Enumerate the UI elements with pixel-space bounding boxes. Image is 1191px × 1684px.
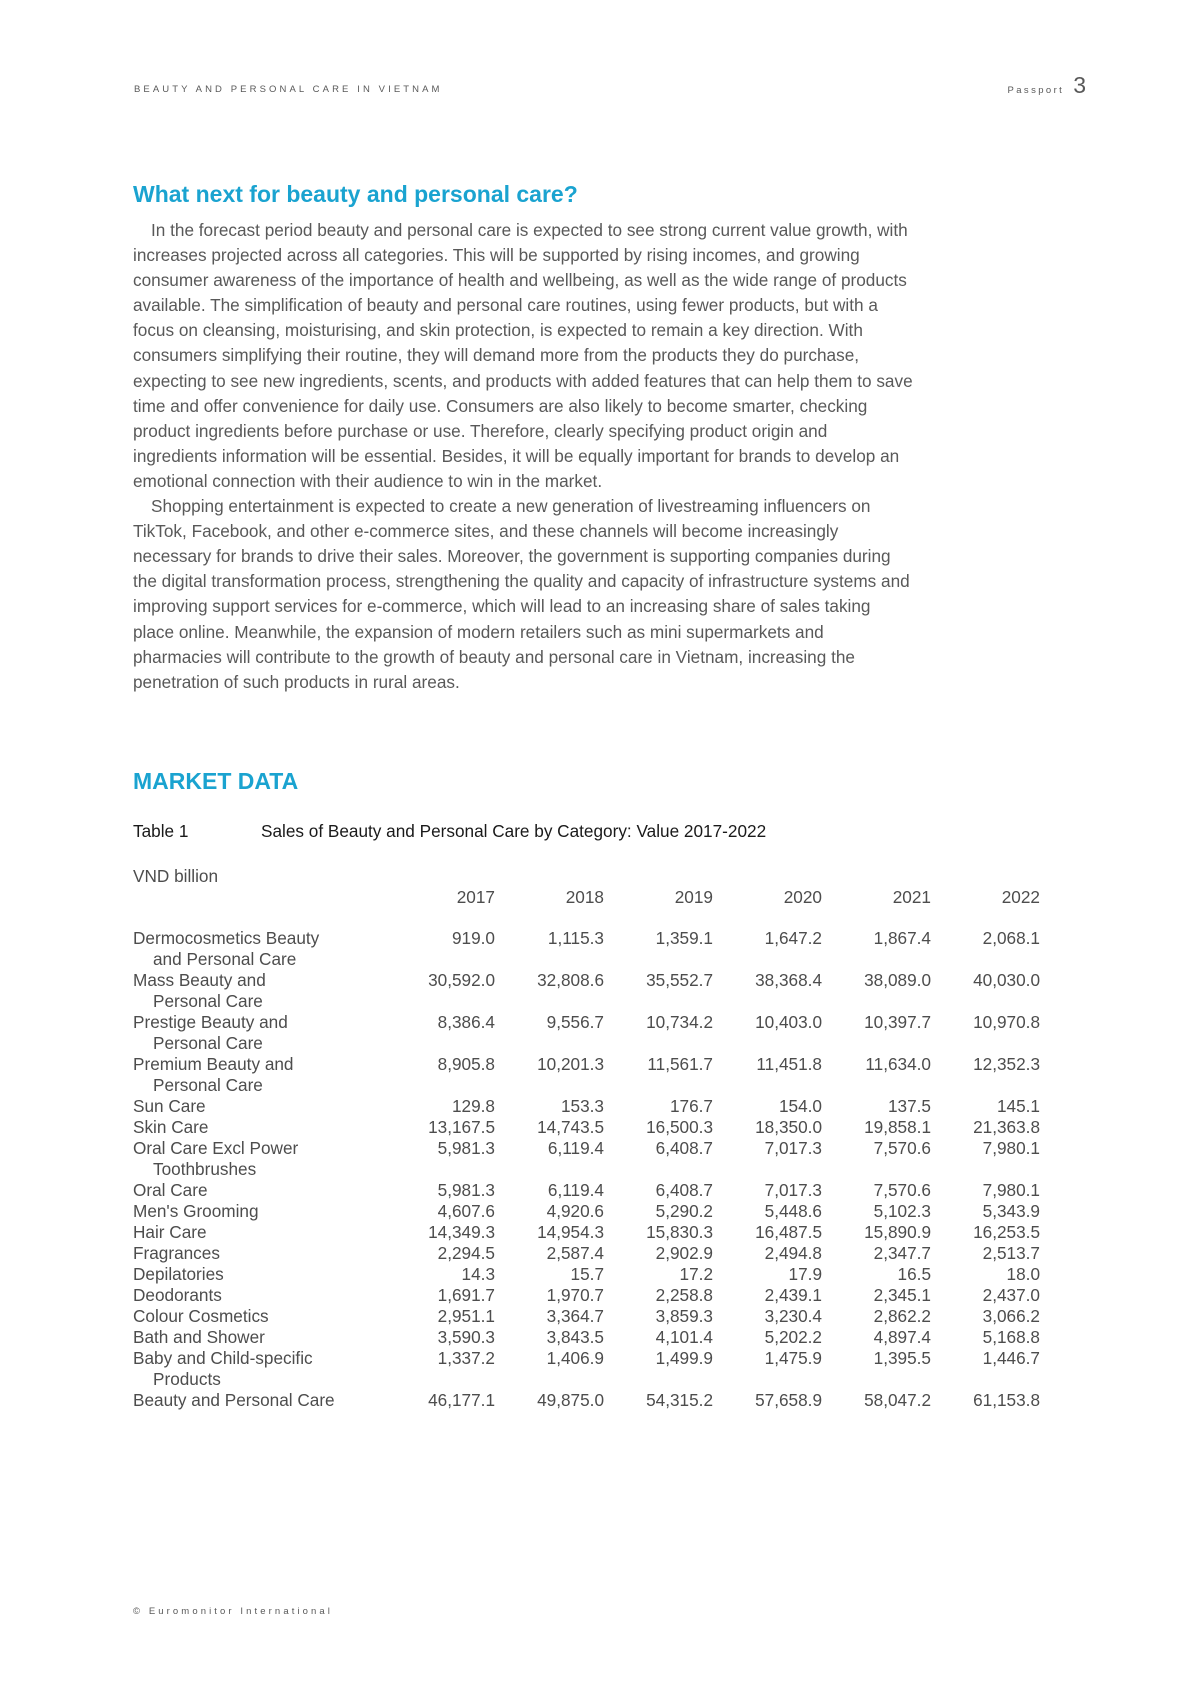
value-cell: 5,168.8 <box>982 1327 1040 1347</box>
value-cell: 30,592.0 <box>428 970 495 990</box>
category-line-1: Beauty and Personal Care <box>133 1390 335 1410</box>
value-cell: 7,980.1 <box>982 1138 1040 1158</box>
category-line-1: Sun Care <box>133 1096 206 1116</box>
value-cell: 10,201.3 <box>537 1054 604 1074</box>
value-cell: 2,902.9 <box>655 1243 713 1263</box>
table-unit: VND billion <box>133 866 219 886</box>
value-cell: 10,403.0 <box>755 1012 822 1032</box>
category-line-2: Toothbrushes <box>153 1159 257 1179</box>
value-cell: 38,089.0 <box>864 970 931 990</box>
table-row <box>0 1306 1191 1327</box>
category-line-1: Oral Care Excl Power <box>133 1138 299 1158</box>
category-line-1: Fragrances <box>133 1243 220 1263</box>
value-cell: 145.1 <box>996 1096 1040 1116</box>
table-row <box>0 1222 1191 1243</box>
value-cell: 7,570.6 <box>873 1180 931 1200</box>
year-header-2021: 2021 <box>892 887 931 907</box>
value-cell: 10,970.8 <box>973 1012 1040 1032</box>
value-cell: 4,920.6 <box>546 1201 604 1221</box>
category-label <box>0 1348 360 1390</box>
value-cell: 40,030.0 <box>973 970 1040 990</box>
value-cell: 14.3 <box>461 1264 495 1284</box>
page-header-right <box>1008 72 1087 99</box>
value-cell: 15.7 <box>570 1264 604 1284</box>
value-cell: 13,167.5 <box>428 1117 495 1137</box>
category-label <box>0 1222 360 1243</box>
value-cell: 4,897.4 <box>873 1327 931 1347</box>
value-cell: 14,743.5 <box>537 1117 604 1137</box>
category-line-1: Deodorants <box>133 1285 222 1305</box>
value-cell: 11,634.0 <box>865 1054 931 1074</box>
table-row <box>0 1054 1191 1096</box>
category-line-1: Depilatories <box>133 1264 224 1284</box>
table-row <box>0 1012 1191 1054</box>
value-cell: 3,364.7 <box>546 1306 604 1326</box>
value-cell: 3,859.3 <box>655 1306 713 1326</box>
value-cell: 46,177.1 <box>428 1390 495 1410</box>
value-cell: 1,337.2 <box>437 1348 495 1368</box>
category-line-1: Men's Grooming <box>133 1201 259 1221</box>
value-cell: 2,345.1 <box>873 1285 931 1305</box>
market-data-title: MARKET DATA <box>133 768 299 794</box>
value-cell: 3,590.3 <box>437 1327 495 1347</box>
category-label <box>0 928 360 970</box>
table-row <box>0 1117 1191 1138</box>
value-cell: 2,494.8 <box>764 1243 822 1263</box>
category-line-2: Products <box>153 1369 221 1389</box>
category-label <box>0 1138 360 1180</box>
table-row <box>0 1180 1191 1201</box>
value-cell: 1,395.5 <box>873 1348 931 1368</box>
value-cell: 18,350.0 <box>755 1117 822 1137</box>
value-cell: 2,513.7 <box>982 1243 1040 1263</box>
value-cell: 5,981.3 <box>437 1138 495 1158</box>
value-cell: 19,858.1 <box>864 1117 931 1137</box>
category-label <box>0 1327 360 1348</box>
table-year-header <box>0 887 1191 911</box>
value-cell: 5,343.9 <box>982 1201 1040 1221</box>
value-cell: 16,500.3 <box>646 1117 713 1137</box>
value-cell: 14,954.3 <box>537 1222 604 1242</box>
category-line-1: Baby and Child-specific <box>133 1348 313 1368</box>
value-cell: 7,980.1 <box>982 1180 1040 1200</box>
value-cell: 154.0 <box>778 1096 822 1116</box>
value-cell: 2,347.7 <box>873 1243 931 1263</box>
category-line-1: Bath and Shower <box>133 1327 265 1347</box>
brand-label: Passport <box>1007 85 1065 96</box>
value-cell: 1,867.4 <box>873 928 931 948</box>
table-row <box>0 1390 1191 1411</box>
category-line-1: Hair Care <box>133 1222 207 1242</box>
year-header-2018: 2018 <box>565 887 604 907</box>
year-header-2017: 2017 <box>456 887 495 907</box>
value-cell: 5,290.2 <box>655 1201 713 1221</box>
value-cell: 14,349.3 <box>428 1222 495 1242</box>
paragraph-1: In the forecast period beauty and personal care is expected to see strong current value growth, with increases projected across all categories. This will be supported by rising incomes, and growing consumer awareness of the importance of health and wellbeing, as well as the wide range of products available. The simplification of beauty and personal care routines, using fewer products, but with a focus on cleansing, moisturising, and skin protection, is expected to remain a key direction. With consumers simplifying their routine, they will demand more from the products they do purchase, expecting to see new ingredients, scents, and products with added features that can help them to save time and offer convenience for daily use. Consumers are also likely to become smarter, checking product ingredients before purchase or use. Therefore, clearly specifying product origin and ingredients information will be essential. Besides, it will be equally important for brands to develop an emotional connection with their audience to win in the market. <box>133 220 913 491</box>
value-cell: 57,658.9 <box>755 1390 822 1410</box>
value-cell: 6,119.4 <box>547 1138 604 1158</box>
value-cell: 21,363.8 <box>973 1117 1040 1137</box>
value-cell: 2,439.1 <box>764 1285 822 1305</box>
category-label <box>0 1306 360 1327</box>
table-row <box>0 1348 1191 1390</box>
value-cell: 11,451.8 <box>756 1054 822 1074</box>
value-cell: 1,115.3 <box>547 928 604 948</box>
table-row <box>0 1327 1191 1348</box>
table-title: Sales of Beauty and Personal Care by Category: Value 2017-2022 <box>261 821 767 841</box>
value-cell: 8,905.8 <box>437 1054 495 1074</box>
category-label <box>0 1390 360 1411</box>
table-row <box>0 1138 1191 1180</box>
category-line-2: Personal Care <box>153 1033 263 1053</box>
table-row <box>0 1201 1191 1222</box>
body-text <box>133 218 913 695</box>
table-label: Table 1 <box>133 821 189 841</box>
value-cell: 2,437.0 <box>982 1285 1040 1305</box>
category-label <box>0 970 360 1012</box>
category-line-1: Premium Beauty and <box>133 1054 294 1074</box>
value-cell: 1,647.2 <box>764 928 822 948</box>
category-label <box>0 1096 360 1117</box>
value-cell: 153.3 <box>560 1096 604 1116</box>
value-cell: 4,101.4 <box>655 1327 713 1347</box>
table-caption <box>133 821 766 842</box>
data-table <box>0 928 1191 1411</box>
value-cell: 61,153.8 <box>973 1390 1040 1410</box>
value-cell: 16,487.5 <box>755 1222 822 1242</box>
value-cell: 176.7 <box>669 1096 713 1116</box>
value-cell: 1,691.7 <box>437 1285 495 1305</box>
value-cell: 16.5 <box>897 1264 931 1284</box>
value-cell: 2,258.8 <box>655 1285 713 1305</box>
value-cell: 5,981.3 <box>437 1180 495 1200</box>
value-cell: 3,843.5 <box>546 1327 604 1347</box>
value-cell: 17.9 <box>788 1264 822 1284</box>
value-cell: 4,607.6 <box>437 1201 495 1221</box>
value-cell: 129.8 <box>451 1096 495 1116</box>
table-row <box>0 970 1191 1012</box>
category-line-1: Colour Cosmetics <box>133 1306 269 1326</box>
value-cell: 1,406.9 <box>546 1348 604 1368</box>
value-cell: 3,066.2 <box>982 1306 1040 1326</box>
value-cell: 7,017.3 <box>764 1138 822 1158</box>
category-label <box>0 1012 360 1054</box>
value-cell: 2,294.5 <box>437 1243 495 1263</box>
value-cell: 15,890.9 <box>864 1222 931 1242</box>
value-cell: 1,446.7 <box>982 1348 1040 1368</box>
value-cell: 32,808.6 <box>537 970 604 990</box>
value-cell: 137.5 <box>887 1096 931 1116</box>
value-cell: 12,352.3 <box>973 1054 1040 1074</box>
value-cell: 3,230.4 <box>764 1306 822 1326</box>
value-cell: 919.0 <box>451 928 495 948</box>
value-cell: 5,448.6 <box>764 1201 822 1221</box>
table-row <box>0 928 1191 970</box>
category-line-2: Personal Care <box>153 991 263 1011</box>
report-title: BEAUTY AND PERSONAL CARE IN VIETNAM <box>134 84 443 95</box>
paragraph-2: Shopping entertainment is expected to create a new generation of livestreaming influencers on TikTok, Facebook, and other e-commerce sites, and these channels will become increasingly necessary for brands to drive their sales. Moreover, the government is supporting companies during the digital transformation process, strengthening the quality and capacity of infrastructure systems and improving support services for e-commerce, which will lead to an increasing share of sales taking place online. Meanwhile, the expansion of modern retailers such as mini supermarkets and pharmacies will contribute to the growth of beauty and personal care in Vietnam, increasing the penetration of such products in rural areas. <box>133 496 910 692</box>
category-label <box>0 1264 360 1285</box>
value-cell: 10,397.7 <box>864 1012 931 1032</box>
value-cell: 1,475.9 <box>764 1348 822 1368</box>
value-cell: 2,862.2 <box>873 1306 931 1326</box>
category-label <box>0 1285 360 1306</box>
table-row <box>0 1096 1191 1117</box>
category-line-1: Skin Care <box>133 1117 209 1137</box>
value-cell: 7,017.3 <box>764 1180 822 1200</box>
year-header-2020: 2020 <box>783 887 822 907</box>
category-line-1: Dermocosmetics Beauty <box>133 928 320 948</box>
value-cell: 58,047.2 <box>864 1390 931 1410</box>
category-line-2: Personal Care <box>153 1075 263 1095</box>
year-header-2019: 2019 <box>674 887 713 907</box>
year-header-2022: 2022 <box>1001 887 1040 907</box>
section-title: What next for beauty and personal care? <box>133 181 578 207</box>
value-cell: 49,875.0 <box>537 1390 604 1410</box>
value-cell: 1,970.7 <box>546 1285 604 1305</box>
value-cell: 9,556.7 <box>546 1012 604 1032</box>
value-cell: 6,119.4 <box>547 1180 604 1200</box>
value-cell: 7,570.6 <box>873 1138 931 1158</box>
value-cell: 6,408.7 <box>655 1138 713 1158</box>
category-line-1: Mass Beauty and <box>133 970 266 990</box>
category-label <box>0 1054 360 1096</box>
value-cell: 1,499.9 <box>655 1348 713 1368</box>
value-cell: 10,734.2 <box>646 1012 713 1032</box>
value-cell: 18.0 <box>1006 1264 1040 1284</box>
table-row <box>0 1285 1191 1306</box>
value-cell: 54,315.2 <box>646 1390 713 1410</box>
value-cell: 1,359.1 <box>655 928 713 948</box>
footer-copyright: © Euromonitor International <box>133 1606 334 1617</box>
category-label <box>0 1201 360 1222</box>
value-cell: 38,368.4 <box>755 970 822 990</box>
value-cell: 16,253.5 <box>973 1222 1040 1242</box>
value-cell: 8,386.4 <box>437 1012 495 1032</box>
category-line-2: and Personal Care <box>153 949 297 969</box>
table-row <box>0 1264 1191 1285</box>
value-cell: 2,587.4 <box>546 1243 604 1263</box>
value-cell: 15,830.3 <box>646 1222 713 1242</box>
category-line-1: Oral Care <box>133 1180 208 1200</box>
value-cell: 2,068.1 <box>982 928 1040 948</box>
category-label <box>0 1243 360 1264</box>
value-cell: 11,561.7 <box>647 1054 713 1074</box>
page-number: 3 <box>1073 72 1086 98</box>
value-cell: 2,951.1 <box>437 1306 495 1326</box>
value-cell: 5,202.2 <box>764 1327 822 1347</box>
value-cell: 17.2 <box>679 1264 713 1284</box>
value-cell: 35,552.7 <box>646 970 713 990</box>
category-label <box>0 1117 360 1138</box>
table-row <box>0 1243 1191 1264</box>
value-cell: 6,408.7 <box>655 1180 713 1200</box>
category-line-1: Prestige Beauty and <box>133 1012 288 1032</box>
category-label <box>0 1180 360 1201</box>
value-cell: 5,102.3 <box>873 1201 931 1221</box>
